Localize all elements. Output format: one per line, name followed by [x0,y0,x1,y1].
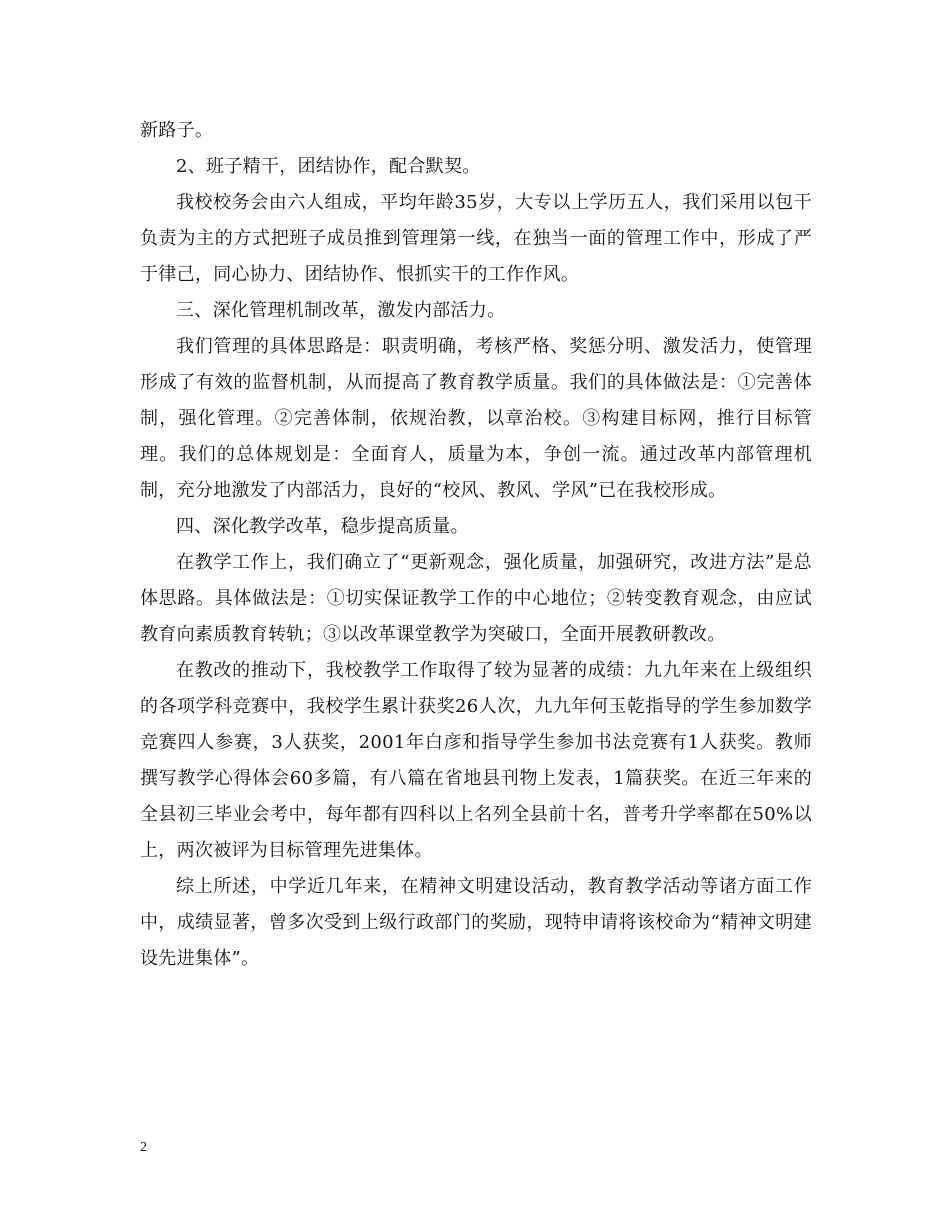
paragraph-school-council: 我校校务会由六人组成，平均年龄35岁，大专以上学历五人，我们采用以包干负责为主的方式把班子成员推到管理第一线，在独当一面的管理工作中，形成了严于律己，同心协力、团结协作、恨抓实干的工作作风。 [140,192,812,285]
paragraph-heading-teaching-reform: 四、深化教学改革，稳步提高质量。 [176,516,469,537]
paragraph-heading-management-reform: 三、深化管理机制改革，激发内部活力。 [176,300,506,321]
paragraph-continuation: 新路子。 [140,120,214,141]
document-body [140,113,812,977]
paragraph-heading-team: 2、班子精干，团结协作，配合默契。 [176,156,481,177]
paragraph-management-approach: 我们管理的具体思路是：职责明确，考核严格、奖惩分明、激发活力，使管理形成了有效的监督机制，从而提高了教育教学质量。我们的具体做法是：①完善体制，强化管理。②完善体制，依规治教，以章治校。③构建目标网，推行目标管理。我们的总体规划是：全面育人，质量为本，争创一流。通过改革内部管理机制，充分地激发了内部活力，良好的“校风、教风、学风”已在我校形成。 [140,336,812,501]
paragraph-achievements: 在教改的推动下，我校教学工作取得了较为显著的成绩：九九年来在上级组织的各项学科竞赛中，我校学生累计获奖26人次，九九年何玉乾指导的学生参加数学竞赛四人参赛，3人获奖，2001年白彦和指导学生参加书法竞赛有1人获奖。教师撰写教学心得体会60多篇，有八篇在省地县刊物上发表，1篇获奖。在近三年来的全县初三毕业会考中，每年都有四科以上名列全县前十名，普考升学率都在50%以上，两次被评为目标管理先进集体。 [140,660,812,861]
paragraph-conclusion: 综上所述，中学近几年来，在精神文明建设活动，教育教学活动等诸方面工作中，成绩显著，曾多次受到上级行政部门的奖励，现特申请将该校命为“精神文明建设先进集体”。 [140,876,812,969]
paragraph-teaching-approach: 在教学工作上，我们确立了“更新观念，强化质量，加强研究，改进方法”是总体思路。具体做法是：①切实保证教学工作的中心地位；②转变教育观念，由应试教育向素质教育转轨；③以改革课堂教学为突破口，全面开展教研教改。 [140,552,812,645]
page-number: 2 [140,1140,147,1155]
